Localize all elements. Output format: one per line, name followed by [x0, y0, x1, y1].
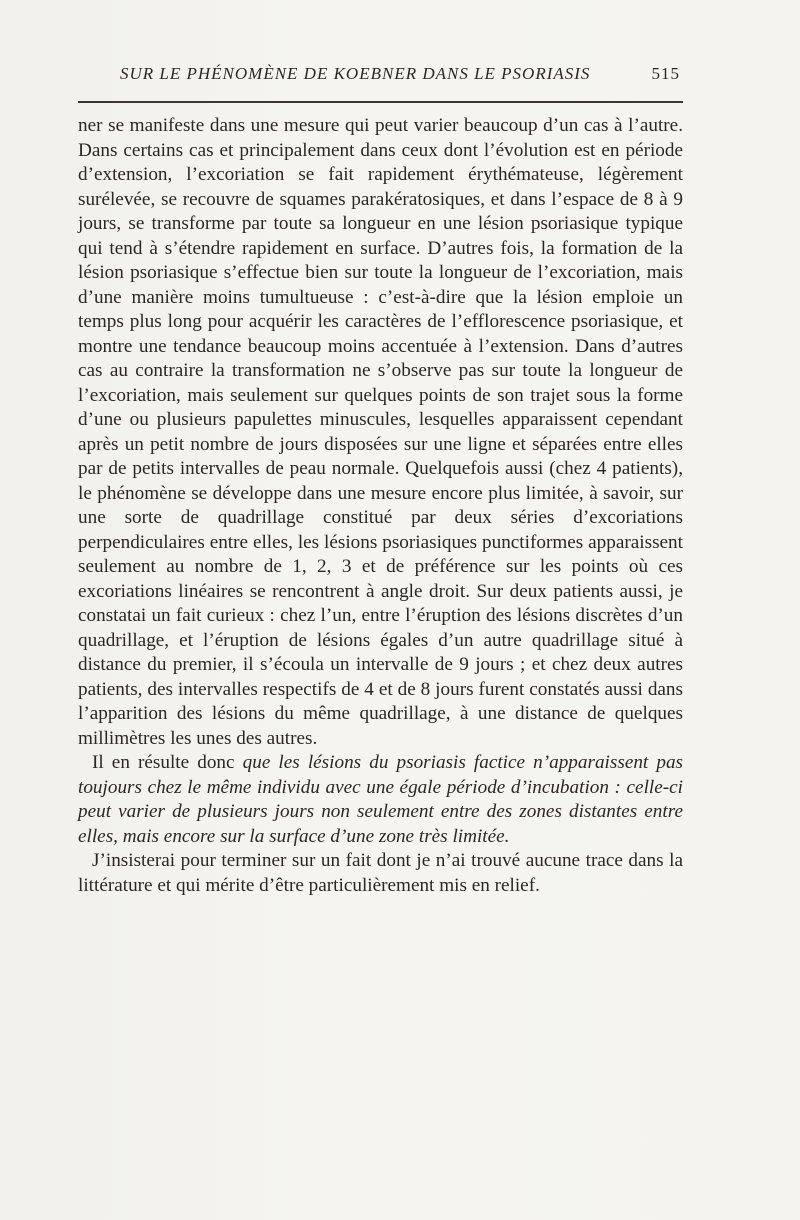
running-head — [120, 64, 680, 88]
body-text — [78, 114, 683, 898]
paragraph-conclusion — [78, 751, 683, 849]
conclusion-lead: Il en résulte donc — [92, 752, 243, 773]
running-title: SUR LE PHÉNOMÈNE DE KOEBNER DANS LE PSORIASIS — [120, 64, 591, 83]
paragraph-closing: J’insisterai pour terminer sur un fait dont je n’ai trouvé aucune trace dans la littérature et qui mérite d’être particulièrement mis en relief. — [78, 850, 683, 896]
conclusion-italic: que les lésions du psoriasis factice n’apparaissent pas toujours chez le même individu avec une égale période d’incubation : celle-ci peut varier de plusieurs jours non seulement entre des zones distantes entre elles, mais encore sur la surface d’une zone très limitée. — [78, 752, 683, 847]
page-number: 515 — [651, 64, 680, 83]
paragraph-continuation: ner se manifeste dans une mesure qui peut varier beaucoup d’un cas à l’autre. Dans certains cas et principalement dans ceux dont l’évolution est en période d’extension, l’excoriation se fait rapidement érythémateuse, légèrement surélevée, se recouvre de squames parakératosiques, et dans l’espace de 8 à 9 jours, se transforme par toute sa longueur en une lésion psoriasique typique qui tend à s’étendre rapidement en surface. D’autres fois, la formation de la lésion psoriasique s’effectue bien sur toute la longueur de l’excoriation, mais d’une manière moins tumultueuse : c’est-à-dire que la lésion emploie un temps plus long pour acquérir les caractères de l’efflorescence psoriasique, et montre une tendance beaucoup moins accentuée à l’extension. Dans d’autres cas au contraire la transformation ne s’observe pas sur toute la longueur de l’excoriation, mais seulement sur quelques points de son trajet sous la forme d’une ou plusieurs papulettes minuscules, lesquelles apparaissent cependant après un petit nombre de jours disposées sur une ligne et séparées entre elles par de petits intervalles de peau normale. Quelquefois aussi (chez 4 patients), le phénomène se développe dans une mesure encore plus limitée, à savoir, sur une sorte de quadrillage constitué par deux séries d’excoriations perpendiculaires entre elles, les lésions psoriasiques punctiformes apparaissent seulement au nombre de 1, 2, 3 et de préférence sur les points où ces excoriations linéaires se rencontrent à angle droit. Sur deux patients aussi, je constatai un fait curieux : chez l’un, entre l’éruption des lésions discrètes d’un quadrillage, et l’éruption de lésions égales d’un autre quadrillage situé à distance du premier, il s’écoula un intervalle de 9 jours ; et chez deux autres patients, des intervalles respectifs de 4 et de 8 jours furent constatés aussi dans l’apparition des lésions du même quadrillage, à une distance de quelques millimètres les unes des autres. — [78, 115, 683, 749]
header-rule — [78, 101, 683, 103]
